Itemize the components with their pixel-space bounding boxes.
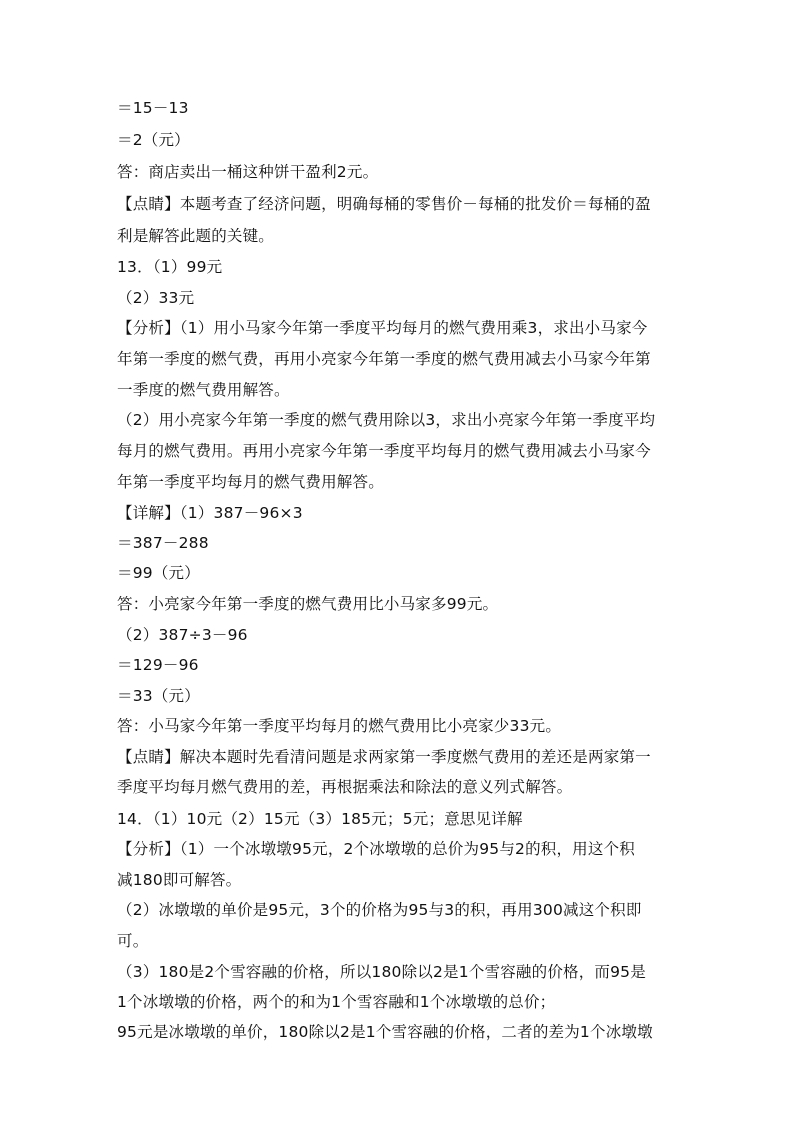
text-line: ＝33（元） <box>117 687 200 705</box>
text-line: 【分析】（1）用小马家今年第一季度平均每月的燃气费用乘3，求出小马家今 <box>117 319 648 337</box>
text-line: 13．（1）99元 <box>117 258 223 276</box>
text-line: ＝129－96 <box>117 656 199 674</box>
text-line: 95元是冰墩墩的单价，180除以2是1个雪容融的价格，二者的差为1个冰墩墩 <box>117 1023 653 1041</box>
text-line: ＝2（元） <box>117 131 190 149</box>
text-line: （2）用小亮家今年第一季度的燃气费用除以3，求出小亮家今年第一季度平均 <box>117 411 656 429</box>
text-line: （2）387÷3－96 <box>117 626 248 644</box>
text-line: 【点睛】解决本题时先看清问题是求两家第一季度燃气费用的差还是两家第一 <box>117 748 651 766</box>
text-line: 每月的燃气费用。再用小亮家今年第一季度平均每月的燃气费用减去小马家今 <box>117 442 651 460</box>
text-line: 【点睛】本题考查了经济问题，明确每桶的零售价－每桶的批发价＝每桶的盈 <box>117 195 651 213</box>
text-line: （2）33元 <box>117 289 195 307</box>
text-line: ＝99（元） <box>117 564 200 582</box>
text-line: ＝387－288 <box>117 534 209 552</box>
text-line: 答：小马家今年第一季度平均每月的燃气费用比小亮家少33元。 <box>117 717 562 735</box>
text-line: 答：小亮家今年第一季度的燃气费用比小马家多99元。 <box>117 595 499 613</box>
text-line: （2）冰墩墩的单价是95元，3个的价格为95与3的积，再用300减这个积即 <box>117 901 642 919</box>
text-line: 利是解答此题的关键。 <box>117 227 275 245</box>
text-line: ＝15－13 <box>117 99 189 117</box>
text-line: 14．（1）10元（2）15元（3）185元；5元；意思见详解 <box>117 810 523 828</box>
text-line: 年第一季度平均每月的燃气费用解答。 <box>117 473 384 491</box>
text-line: 年第一季度的燃气费，再用小亮家今年第一季度的燃气费用减去小马家今年第 <box>117 350 651 368</box>
text-line: 可。 <box>117 932 149 950</box>
text-line: 减180即可解答。 <box>117 871 242 889</box>
text-line: 【分析】（1）一个冰墩墩95元，2个冰墩墩的总价为95与2的积，用这个积 <box>117 840 635 858</box>
text-line: 【详解】（1）387－96×3 <box>117 504 303 522</box>
text-line: 答：商店卖出一桶这种饼干盈利2元。 <box>117 163 379 181</box>
text-line: （3）180是2个雪容融的价格，所以180除以2是1个雪容融的价格，而95是 <box>117 963 646 981</box>
text-line: 一季度的燃气费用解答。 <box>117 381 290 399</box>
text-line: 季度平均每月燃气费用的差，再根据乘法和除法的意义列式解答。 <box>117 778 573 796</box>
text-line: 1个冰墩墩的价格，两个的和为1个雪容融和1个冰墩墩的总价； <box>117 993 556 1011</box>
